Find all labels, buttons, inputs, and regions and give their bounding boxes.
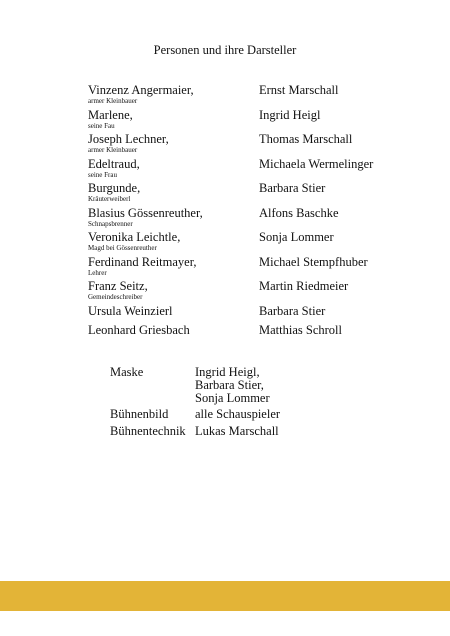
actor-name: Sonja Lommer — [259, 230, 334, 244]
character-description: Magd bei Gössenreuther — [88, 244, 157, 252]
cast-row — [88, 256, 418, 281]
character-description: Schnapsbrenner — [88, 219, 133, 228]
actor-name: Barbara Stier — [259, 181, 326, 195]
crew-row — [110, 408, 280, 421]
crew-role: Maske — [110, 365, 144, 379]
actor-name: Michael Stempfhuber — [259, 254, 368, 269]
actor-name: Barbara Stier — [259, 303, 326, 318]
crew-member: Ingrid Heigl, — [195, 365, 260, 379]
actor-name: Thomas Marschall — [259, 132, 353, 146]
crew-member: alle Schauspieler — [195, 407, 281, 421]
character-name: Leonhard Griesbach — [88, 322, 190, 337]
crew-role: Bühnenbild — [110, 407, 169, 421]
page-title: Personen und ihre Darsteller — [153, 43, 297, 57]
character-description: seine Fau — [88, 121, 115, 130]
character-description: armer Kleinbauer — [88, 146, 138, 154]
character-description: seine Frau — [88, 170, 117, 179]
crew-member: Lukas Marschall — [195, 424, 279, 438]
actor-name: Alfons Baschke — [259, 205, 339, 220]
footer-color-bar — [0, 581, 450, 611]
actor-name: Michaela Wermelinger — [259, 156, 374, 171]
character-name: Ursula Weinzierl — [88, 303, 173, 318]
character-name: Joseph Lechner, — [88, 132, 169, 146]
character-description: Kräuterweiberl — [88, 195, 131, 203]
character-description: Gemeindeschreiber — [88, 293, 143, 301]
cast-row — [88, 84, 418, 109]
crew-row — [110, 366, 280, 405]
cast-row — [88, 109, 418, 134]
cast-row — [88, 305, 418, 324]
character-name: Burgunde, — [88, 181, 141, 195]
cast-row — [88, 207, 418, 232]
character-name: Edeltraud, — [88, 156, 140, 171]
character-name: Veronika Leichtle, — [88, 230, 181, 244]
character-name: Franz Seitz, — [88, 279, 148, 293]
cast-row — [88, 133, 418, 158]
crew-member: Barbara Stier, — [195, 378, 264, 392]
actor-name: Ernst Marschall — [259, 83, 339, 97]
character-description: Lehrer — [88, 268, 107, 277]
character-name: Ferdinand Reitmayer, — [88, 254, 197, 269]
cast-row — [88, 324, 418, 349]
cast-list — [88, 84, 418, 348]
character-name: Vinzenz Angermaier, — [88, 83, 194, 97]
character-name: Blasius Gössenreuther, — [88, 205, 203, 220]
cast-row — [88, 280, 418, 305]
character-name: Marlene, — [88, 107, 133, 122]
cast-row — [88, 158, 418, 183]
crew-list — [110, 366, 280, 438]
actor-name: Matthias Schroll — [259, 322, 342, 337]
actor-name: Martin Riedmeier — [259, 279, 349, 293]
crew-role: Bühnentechnik — [110, 424, 186, 438]
character-description: armer Kleinbauer — [88, 97, 138, 105]
cast-row — [88, 182, 418, 207]
actor-name: Ingrid Heigl — [259, 107, 321, 122]
crew-member: Sonja Lommer — [195, 391, 270, 405]
crew-row — [110, 425, 280, 438]
cast-row — [88, 231, 418, 256]
